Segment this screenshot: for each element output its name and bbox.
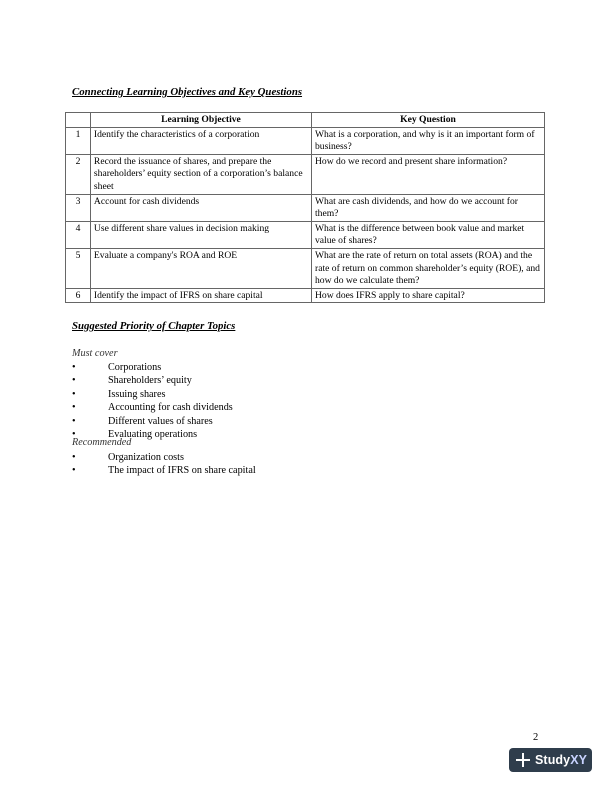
list-item (72, 451, 256, 464)
row-question: What are cash dividends, and how do we account for them? (312, 194, 545, 221)
list-item-text: Organization costs (108, 452, 184, 463)
table-header-question: Key Question (312, 113, 545, 128)
studyxy-watermark (509, 748, 592, 772)
table-row (66, 194, 545, 221)
list-item-text: Issuing shares (108, 388, 166, 400)
section-heading-learning-objectives: Connecting Learning Objectives and Key Questions (72, 86, 303, 98)
recommended-list (72, 451, 256, 478)
row-number: 3 (66, 194, 91, 221)
list-item-text: Shareholders’ equity (108, 375, 192, 387)
row-number: 4 (66, 221, 91, 248)
studyxy-logo-text (535, 753, 587, 767)
row-question: How do we record and present share information? (312, 154, 545, 194)
recommended-label: Recommended (72, 437, 132, 448)
page-number: 2 (533, 732, 539, 743)
list-item (72, 361, 233, 374)
list-item-text: Corporations (108, 362, 162, 373)
bullet-icon: • (72, 388, 76, 400)
learning-objectives-table (65, 112, 545, 303)
bullet-icon: • (72, 375, 76, 387)
row-number: 6 (66, 288, 91, 303)
row-question: What is the difference between book value and market value of shares? (312, 221, 545, 248)
list-item-text: Different values of shares (108, 415, 213, 427)
table-header-number (66, 113, 91, 128)
table-header-row (66, 113, 545, 128)
row-question: What is a corporation, and why is it an important form of business? (312, 127, 545, 154)
plus-icon (515, 752, 531, 768)
bullet-icon: • (72, 362, 76, 373)
row-question: What are the rate of return on total assets (ROA) and the rate of return on common shareholder’s equity (ROE), and how do we calculate them? (312, 248, 545, 288)
row-objective: Record the issuance of shares, and prepare the shareholders’ equity section of a corporation’s balance sheet (90, 154, 311, 194)
list-item (72, 415, 233, 428)
bullet-icon: • (72, 415, 76, 427)
list-item (72, 464, 256, 477)
brand-study: Study (535, 753, 571, 767)
bullet-icon: • (72, 465, 76, 477)
row-objective: Evaluate a company's ROA and ROE (90, 248, 311, 288)
table-row (66, 127, 545, 154)
must-cover-label: Must cover (72, 348, 118, 359)
bullet-icon: • (72, 402, 76, 414)
list-item (72, 388, 233, 401)
bullet-icon: • (72, 452, 76, 463)
list-item (72, 401, 233, 414)
section-heading-chapter-topics: Suggested Priority of Chapter Topics (72, 320, 236, 332)
row-objective: Use different share values in decision making (90, 221, 311, 248)
row-number: 5 (66, 248, 91, 288)
list-item-text: The impact of IFRS on share capital (108, 465, 256, 477)
list-item-text: Accounting for cash dividends (108, 402, 233, 414)
list-item (72, 374, 233, 387)
must-cover-list (72, 361, 233, 441)
table-row (66, 154, 545, 194)
row-question: How does IFRS apply to share capital? (312, 288, 545, 303)
row-objective: Identify the impact of IFRS on share capital (90, 288, 311, 303)
row-objective: Identify the characteristics of a corporation (90, 127, 311, 154)
row-objective: Account for cash dividends (90, 194, 311, 221)
table-row (66, 288, 545, 303)
brand-xy: XY (570, 753, 588, 767)
table-header-objective: Learning Objective (90, 113, 311, 128)
list-item-text: Evaluating operations (108, 429, 198, 441)
bullet-icon: • (72, 429, 76, 441)
table-row (66, 248, 545, 288)
row-number: 1 (66, 127, 91, 154)
row-number: 2 (66, 154, 91, 194)
table-row (66, 221, 545, 248)
